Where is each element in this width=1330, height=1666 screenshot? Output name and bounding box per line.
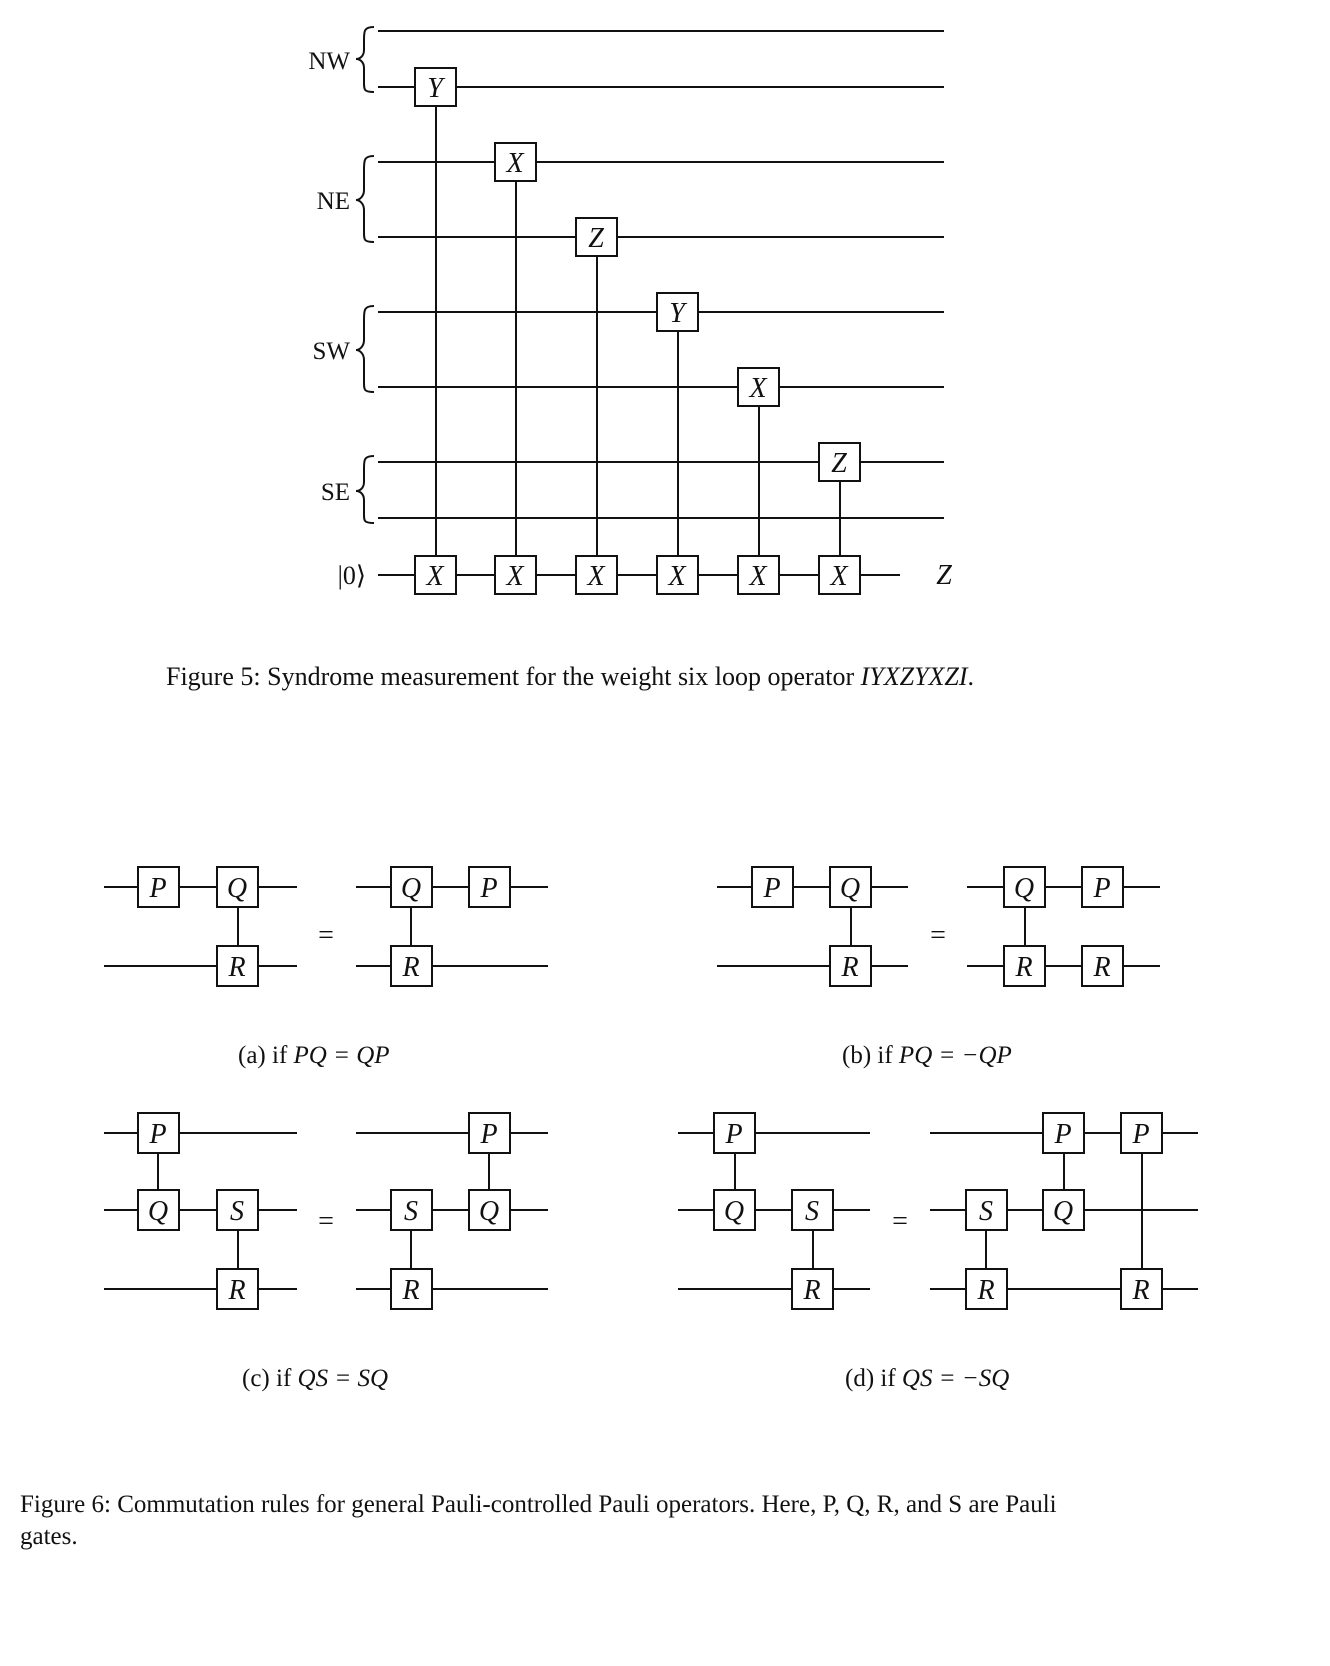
svg-text:X: X [587, 561, 605, 592]
svg-text:Z: Z [588, 223, 604, 254]
gate-q [714, 1190, 755, 1230]
svg-text:P: P [480, 1119, 498, 1150]
svg-text:R: R [1015, 952, 1033, 983]
gate-s [966, 1190, 1007, 1230]
svg-text:R: R [228, 952, 246, 983]
group-label-ne: NE [316, 188, 350, 215]
panel-b [717, 867, 1160, 986]
gate-p [1121, 1113, 1162, 1153]
svg-text:P: P [149, 1119, 167, 1150]
ancilla-label: |0⟩ [337, 561, 366, 590]
gate-s [391, 1190, 432, 1230]
svg-text:Q: Q [1052, 1196, 1074, 1227]
group-label-se: SE [320, 479, 350, 506]
subcaption-a-math: PQ = QP [293, 1042, 390, 1069]
svg-text:Q: Q [839, 873, 861, 904]
svg-text:S: S [404, 1196, 418, 1227]
gate-r [1121, 1269, 1162, 1309]
equals-sign: = [318, 920, 334, 951]
svg-text:X: X [426, 561, 444, 592]
svg-text:Q: Q [723, 1196, 745, 1227]
svg-text:R: R [1132, 1275, 1150, 1306]
gate-p [138, 867, 179, 907]
figure-5-caption-end: . [967, 662, 975, 691]
panel-d [678, 1113, 1198, 1309]
svg-text:P: P [480, 873, 498, 904]
gate-q [138, 1190, 179, 1230]
figure-6-caption [20, 1489, 1320, 1553]
gate-q [1043, 1190, 1084, 1230]
svg-text:P: P [1093, 873, 1111, 904]
svg-text:P: P [149, 873, 167, 904]
figure-5-caption-text: Figure 5: Syndrome measurement for the weight six loop operator [166, 662, 855, 691]
svg-text:Q: Q [478, 1196, 500, 1227]
gate-s [217, 1190, 258, 1230]
svg-text:R: R [228, 1275, 246, 1306]
subcaption-b-math: PQ = −QP [898, 1042, 1012, 1069]
svg-text:Q: Q [1013, 873, 1035, 904]
subcaption-b-prefix: (b) if [842, 1042, 899, 1069]
gate-p [1043, 1113, 1084, 1153]
gate-r [391, 946, 432, 986]
gate-r [792, 1269, 833, 1309]
svg-text:Q: Q [400, 873, 422, 904]
gate-r [1082, 946, 1123, 986]
gate-p [714, 1113, 755, 1153]
gate-s [792, 1190, 833, 1230]
svg-text:P: P [763, 873, 781, 904]
subcaption-d [845, 1365, 1009, 1393]
gate-q [1004, 867, 1045, 907]
subcaption-a-prefix: (a) if [238, 1042, 294, 1069]
gate-q [830, 867, 871, 907]
svg-text:X: X [506, 561, 524, 592]
svg-text:Y: Y [669, 298, 685, 329]
svg-text:Z: Z [831, 448, 847, 479]
subcaption-d-prefix: (d) if [845, 1365, 902, 1392]
svg-text:Q: Q [147, 1196, 169, 1227]
svg-text:R: R [841, 952, 859, 983]
figure-5-caption-operator: IYXZYXZI [860, 662, 968, 691]
gate-q [391, 867, 432, 907]
measure-label: Z [936, 560, 952, 591]
panel-a [104, 867, 548, 986]
equals-sign: = [892, 1206, 908, 1237]
gate-r [217, 946, 258, 986]
equals-sign: = [930, 920, 946, 951]
subcaption-a [238, 1042, 390, 1070]
svg-text:S: S [979, 1196, 993, 1227]
subcaption-c-math: QS = SQ [297, 1365, 389, 1392]
svg-text:P: P [725, 1119, 743, 1150]
svg-text:X: X [506, 148, 524, 179]
svg-text:Q: Q [226, 873, 248, 904]
gate-r [966, 1269, 1007, 1309]
equals-sign: = [318, 1206, 334, 1237]
svg-text:R: R [402, 1275, 420, 1306]
svg-text:X: X [749, 561, 767, 592]
svg-text:X: X [830, 561, 848, 592]
svg-text:R: R [402, 952, 420, 983]
gate-r [391, 1269, 432, 1309]
svg-text:S: S [230, 1196, 244, 1227]
gate-q [469, 1190, 510, 1230]
svg-text:P: P [1054, 1119, 1072, 1150]
group-label-sw: SW [312, 338, 350, 365]
group-label-nw: NW [308, 48, 350, 75]
gate-p [469, 1113, 510, 1153]
panel-c [104, 1113, 548, 1309]
subcaption-c-prefix: (c) if [242, 1365, 298, 1392]
subcaption-c [242, 1365, 388, 1393]
gate-p [469, 867, 510, 907]
gate-p [138, 1113, 179, 1153]
svg-text:X: X [749, 373, 767, 404]
svg-text:X: X [668, 561, 686, 592]
gate-q [217, 867, 258, 907]
svg-text:R: R [1093, 952, 1111, 983]
gate-r [830, 946, 871, 986]
gate-p [752, 867, 793, 907]
subcaption-d-math: QS = −SQ [901, 1365, 1010, 1392]
gate-p [1082, 867, 1123, 907]
gate-r [1004, 946, 1045, 986]
gate-r [217, 1269, 258, 1309]
figure-6-caption-line-2: gates. [20, 1523, 78, 1550]
subcaption-b [842, 1042, 1012, 1070]
svg-text:S: S [805, 1196, 819, 1227]
figure-6-caption-line-1: Figure 6: Commutation rules for general Pauli-controlled Pauli operators. Here, P, Q, R, and S are Pauli [20, 1491, 1057, 1518]
svg-text:P: P [1132, 1119, 1150, 1150]
svg-text:R: R [977, 1275, 995, 1306]
svg-text:R: R [803, 1275, 821, 1306]
svg-text:Y: Y [427, 73, 443, 104]
